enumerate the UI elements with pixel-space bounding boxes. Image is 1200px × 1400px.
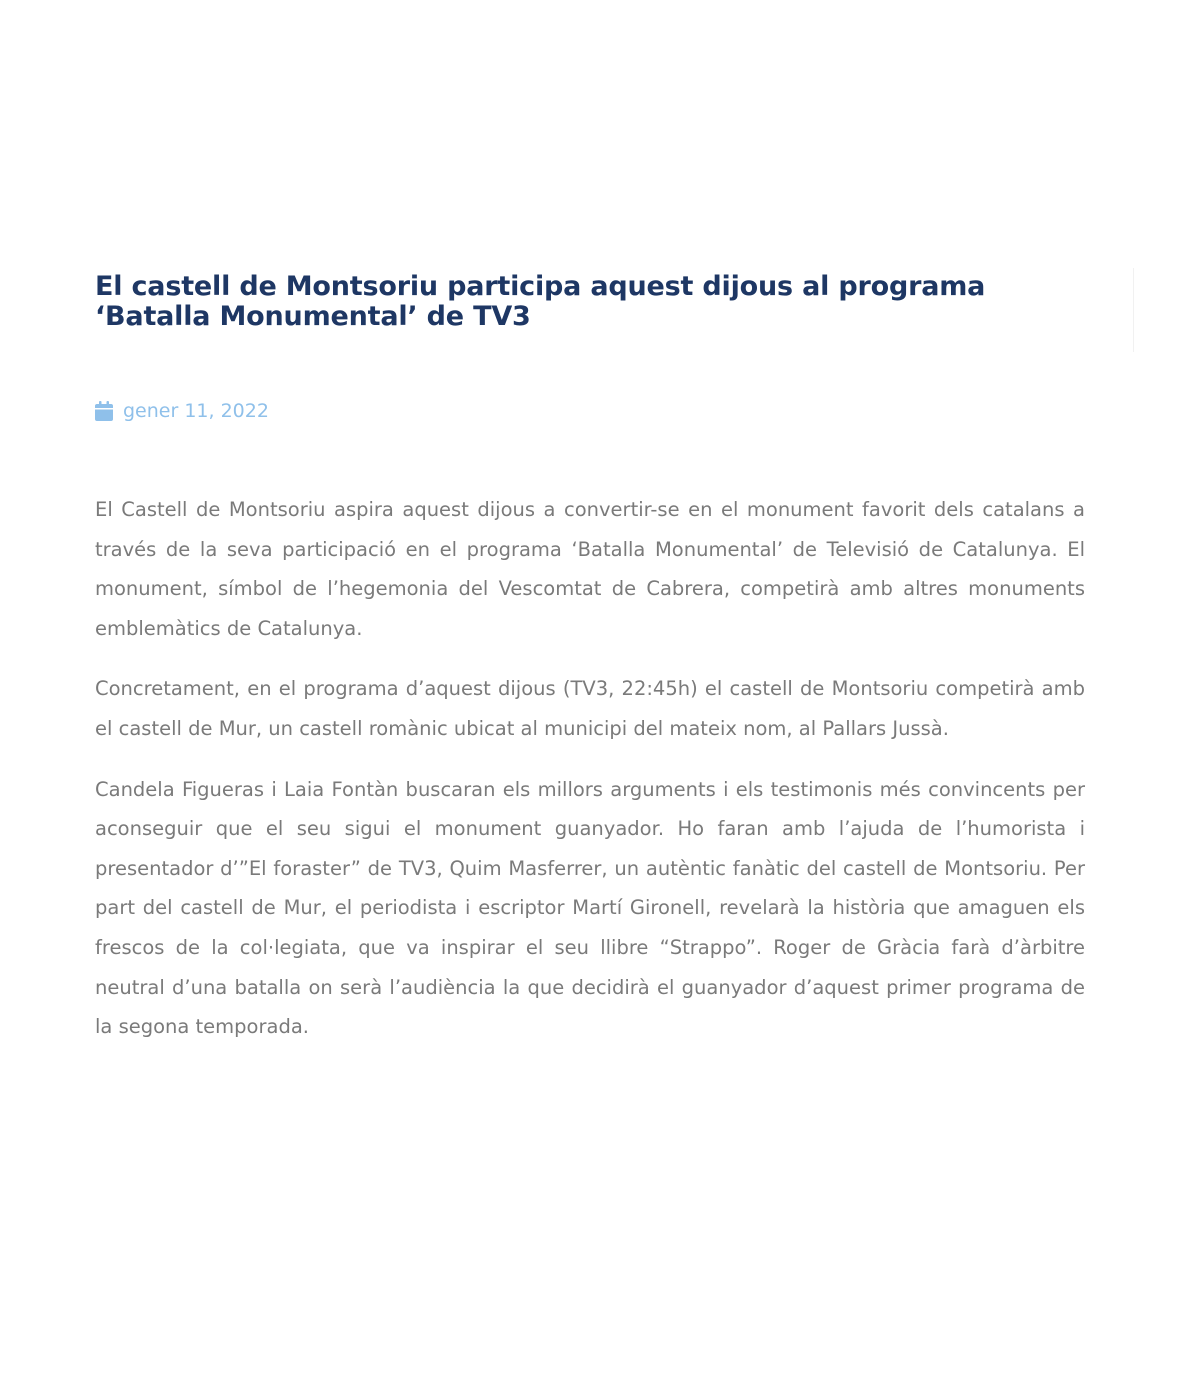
article-meta	[95, 398, 1085, 424]
article-body	[95, 490, 1085, 1047]
side-divider	[1133, 268, 1134, 352]
article-paragraph: Candela Figueras i Laia Fontàn buscaran els millors arguments i els testimonis més convincents per aconseguir que el seu sigui el monument guanyador. Ho faran amb l’ajuda de l’humorista i presentador d’”El foraster” de TV3, Quim Masferrer, un autèntic fanàtic del castell de Montsoriu. Per part del castell de Mur, el periodista i escriptor Martí Gironell, revelarà la història que amaguen els frescos de la col·legiata, que va inspirar el seu llibre “Strappo”. Roger de Gràcia farà d’àrbitre neutral d’una batalla on serà l’audiència la que decidirà el guanyador d’aquest primer programa de la segona temporada.	[95, 777, 1085, 1039]
article-title: El castell de Montsoriu participa aquest dijous al programa ‘Batalla Monumental’ de TV3	[95, 271, 986, 332]
news-article	[95, 272, 1085, 1068]
article-paragraph: El Castell de Montsoriu aspira aquest dijous a convertir-se en el monument favorit dels catalans a través de la seva participació en el programa ‘Batalla Monumental’ de Televisió de Catalunya. El monument, símbol de l’hegemonia del Vescomtat de Cabrera, competirà amb altres monuments emblemàtics de Catalunya.	[95, 498, 1085, 640]
article-date-link[interactable]: gener 11, 2022	[123, 400, 269, 422]
calendar-icon	[95, 401, 113, 421]
article-paragraph: Concretament, en el programa d’aquest dijous (TV3, 22:45h) el castell de Montsoriu competirà amb el castell de Mur, un castell romànic ubicat al municipi del mateix nom, al Pallars Jussà.	[95, 677, 1085, 740]
